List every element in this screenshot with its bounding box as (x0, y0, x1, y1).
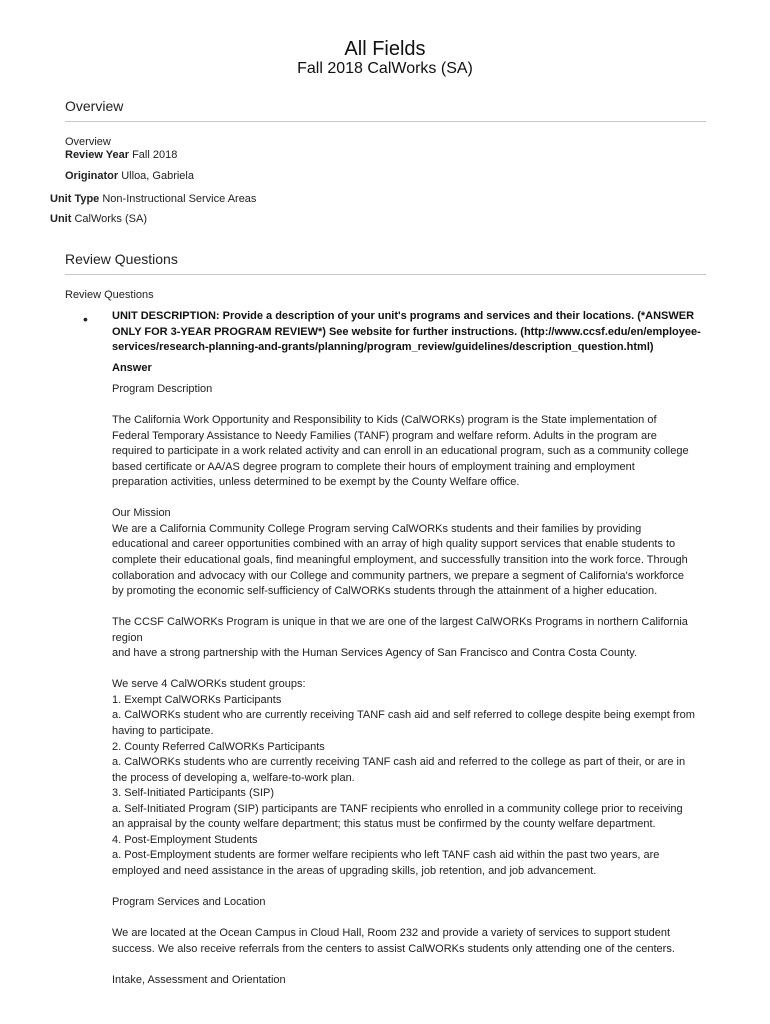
overview-label: Overview (65, 136, 111, 148)
review-questions-divider (65, 274, 706, 275)
answer-body (112, 382, 712, 988)
field-label: Unit Type (50, 193, 100, 205)
field-label: Originator (65, 170, 119, 182)
answer-line: The CCSF CalWORKs Program is unique in that we are one of the largest CalWORKs Programs in northern California (112, 616, 688, 629)
answer-line: employed and need assistance in the areas of upgrading skills, job retention, and job advancement. (112, 864, 597, 877)
overview-divider (65, 121, 706, 122)
answer-line: a. Post-Employment students are former welfare recipients who left TANF cash aid within the past two years, are (112, 849, 660, 862)
answer-line: Program Description (112, 383, 213, 395)
answer-line: 3. Self-Initiated Participants (SIP) (112, 787, 275, 800)
answer-line: based certificate or AA/AS degree program to complete their hours of employment training and employment (112, 460, 635, 473)
answer-line: We are a California Community College Program serving CalWORKs students and their families by providing (112, 522, 642, 535)
field-value: CalWorks (SA) (74, 213, 147, 225)
field-label: Review Year (65, 149, 130, 161)
answer-line: Federal Temporary Assistance to Needy Families (TANF) program and welfare reform. Adults in the program are (112, 429, 657, 442)
field-value: Non-Instructional Service Areas (102, 193, 257, 205)
field-value: Ulloa, Gabriela (121, 170, 194, 182)
answer-line: We are located at the Ocean Campus in Cloud Hall, Room 232 and provide a variety of services to support student (112, 927, 671, 940)
originator-field (65, 169, 194, 183)
answer-line (112, 911, 712, 927)
answer-line: Program Services and Location (112, 896, 266, 909)
page-subtitle: Fall 2018 CalWorks (SA) (297, 60, 473, 77)
answer-line: having to participate. (112, 725, 214, 738)
answer-line: collaboration and advocacy with our College and community partners, we prepare a segment of California's workforce (112, 569, 684, 582)
answer-line: a. Self-Initiated Program (SIP) participants are TANF recipients who enrolled in a community college prior to receiving (112, 802, 683, 815)
answer-line: 1. Exempt CalWORKs Participants (112, 693, 282, 706)
answer-line (112, 398, 712, 414)
review-questions-heading: Review Questions (65, 251, 178, 267)
answer-line (112, 491, 712, 507)
answer-line (112, 600, 712, 616)
overview-heading: Overview (65, 98, 124, 114)
page-title: All Fields (344, 38, 426, 60)
answer-line (112, 957, 712, 973)
field-label: Unit (50, 213, 72, 225)
answer-line: and have a strong partnership with the Human Services Agency of San Francisco and Contra Costa County. (112, 647, 638, 660)
unit-field (50, 212, 147, 226)
answer-line: preparation activities, unless determined to be exempt by the County Welfare office. (112, 476, 520, 489)
question-line: services/research-planning-and-grants/planning/program_review/guidelines/description_question.html) (112, 341, 654, 354)
answer-line: an appraisal by the county welfare department; this status must be confirmed by the county welfare department. (112, 818, 656, 831)
answer-line (112, 880, 712, 896)
bullet-icon: • (83, 311, 88, 327)
question-line: ONLY FOR 3-YEAR PROGRAM REVIEW*) See website for further instructions. (http://www.ccsf.edu/en/employee- (112, 325, 701, 338)
answer-label: Answer (112, 362, 152, 374)
review-year-field (65, 148, 177, 162)
answer-line: success. We also receive referrals from the centers to assist CalWORKs students only attending one of the centers. (112, 942, 675, 955)
answer-line: required to participate in a work related activity and can enroll in an educational program, such as a community college (112, 445, 689, 458)
field-value: Fall 2018 (132, 149, 178, 161)
question-text (112, 309, 710, 356)
answer-line: a. CalWORKs students who are currently receiving TANF cash aid and referred to the college as part of their, or are in (112, 756, 686, 769)
answer-line: by promoting the economic self-sufficiency of CalWORKs students through the attainment of a higher education. (112, 585, 658, 598)
answer-line: region (112, 631, 143, 644)
unit-type-field (50, 192, 256, 206)
answer-line: We serve 4 CalWORKs student groups: (112, 678, 306, 691)
answer-line: the process of developing a, welfare-to-work plan. (112, 771, 355, 784)
question-line: UNIT DESCRIPTION: Provide a description of your unit's programs and services and their locations. (*ANSWER (112, 310, 695, 322)
review-questions-label: Review Questions (65, 289, 154, 301)
answer-line: complete their educational goals, find meaningful employment, and successfully transition into the work force. Through (112, 554, 688, 567)
answer-line: The California Work Opportunity and Responsibility to Kids (CalWORKs) program is the State implementation of (112, 414, 657, 427)
answer-line: Our Mission (112, 507, 171, 520)
answer-line: 2. County Referred CalWORKs Participants (112, 740, 325, 753)
answer-line: 4. Post-Employment Students (112, 833, 258, 846)
answer-line (112, 662, 712, 678)
answer-line: a. CalWORKs student who are currently receiving TANF cash aid and self referred to college despite being exempt from (112, 709, 695, 722)
answer-line: Intake, Assessment and Orientation (112, 973, 286, 986)
answer-line: educational and career opportunities combined with an array of high quality support services that enable students to (112, 538, 676, 551)
